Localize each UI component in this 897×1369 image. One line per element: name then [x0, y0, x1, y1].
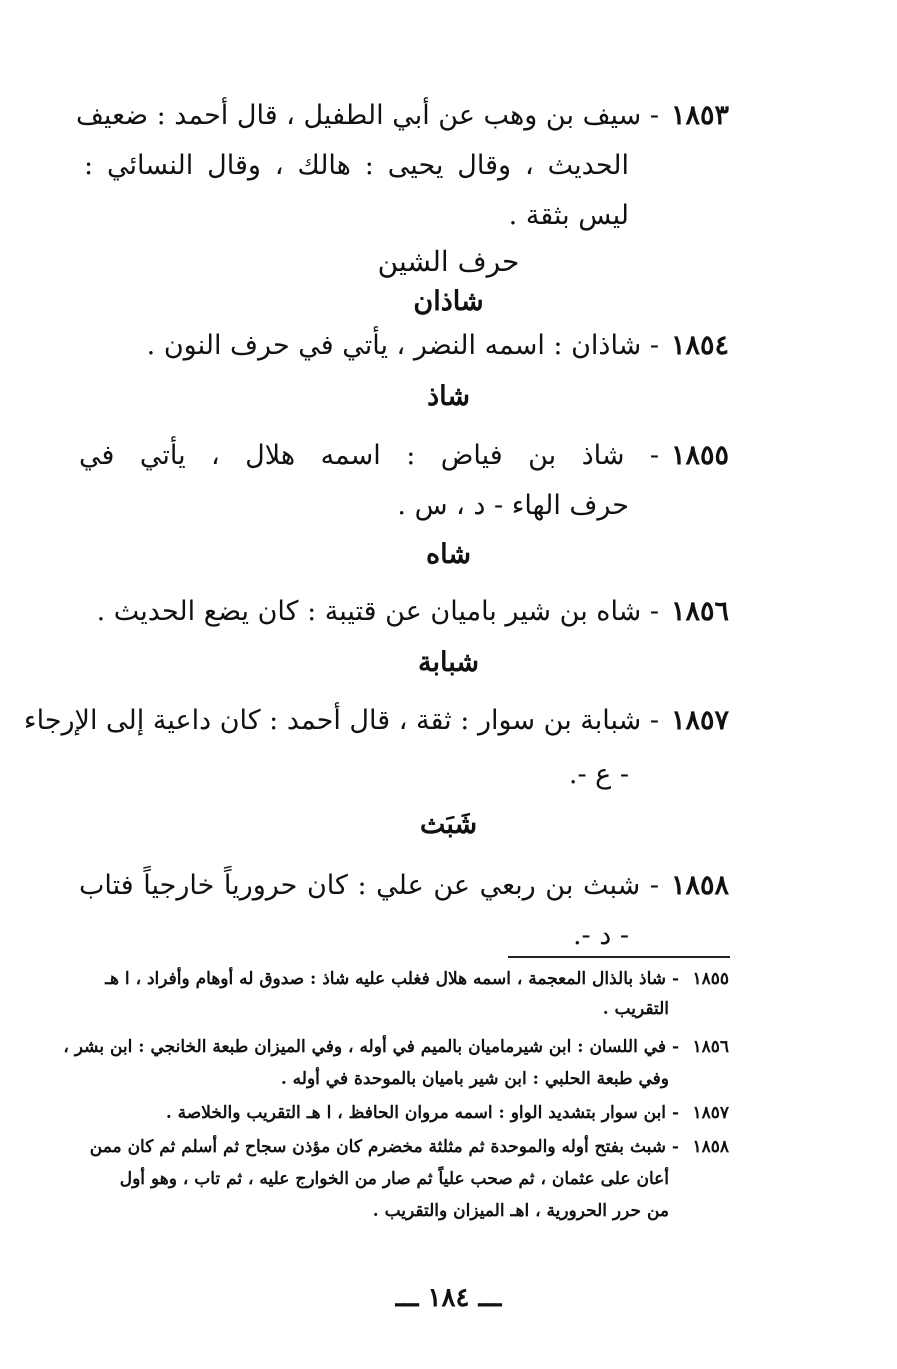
sub-heading: شاه	[426, 539, 471, 570]
section-heading: حرف الشين	[377, 245, 520, 278]
entry-text-line: - شاه بن شير باميان عن قتيبة : كان يضع الحديث .	[96, 596, 659, 627]
footnote-line: - في اللسان : ابن شيرماميان بالميم في أوله ، وفي الميزان طبعة الخانجي : ابن بشر ،	[63, 1037, 679, 1057]
sub-heading: شاذ	[427, 381, 470, 412]
entry-text-line: ليس بثقة .	[508, 200, 629, 231]
entry-text-line: - د -.	[572, 920, 629, 951]
footnote-line: أعان على عثمان ، ثم صحب علياً ثم صار من الخوارج عليه ، ثم تاب ، وهو أول	[119, 1169, 669, 1189]
entry-text-line: - شاذان : اسمه النضر ، يأتي في حرف النون .	[146, 330, 659, 361]
entry-number: ١٨٥٦	[670, 596, 729, 627]
footnote-separator	[508, 956, 730, 958]
entry-text-line: - شبث بن ربعي عن علي : كان حرورياً خارجياً فتاب	[79, 870, 659, 901]
footnote-number: ١٨٥٥	[692, 969, 729, 989]
entry-text-line: - سيف بن وهب عن أبي الطفيل ، قال أحمد : ضعيف	[75, 100, 659, 131]
page-number: ـــ ١٨٤ ـــ	[395, 1283, 502, 1313]
footnote-line: من حرر الحرورية ، اهـ الميزان والتقريب .	[372, 1201, 669, 1221]
entry-number: ١٨٥٣	[670, 100, 729, 131]
footnote-number: ١٨٥٦	[692, 1037, 729, 1057]
entry-number: ١٨٥٧	[670, 705, 729, 736]
footnote-line: - ابن سوار بتشديد الواو : اسمه مروان الحافظ ، ا هـ التقريب والخلاصة .	[165, 1103, 679, 1123]
footnote-line: - شاذ بالذال المعجمة ، اسمه هلال فغلب عليه شاذ : صدوق له أوهام وأفراد ، ا هـ	[105, 969, 679, 989]
sub-heading: شبابة	[418, 647, 479, 678]
entry-text-line: الحديث ، وقال يحيى : هالك ، وقال النسائي :	[84, 150, 629, 181]
sub-heading: شَبَث	[419, 809, 478, 840]
entry-text-line: - شبابة بن سوار : ثقة ، قال أحمد : كان داعية إلى الإرجاء	[23, 705, 659, 736]
entry-text-line: - شاذ بن فياض : اسمه هلال ، يأتي في	[79, 440, 659, 471]
entry-number: ١٨٥٤	[670, 330, 729, 361]
entry-text-line: حرف الهاء - د ، س .	[397, 490, 629, 521]
sub-heading: شاذان	[413, 286, 484, 317]
footnote-line: - شبث بفتح أوله والموحدة ثم مثلثة مخضرم كان مؤذن سجاح ثم أسلم ثم كان ممن	[89, 1137, 679, 1157]
footnote-line: وفي طبعة الحلبي : ابن شير باميان بالموحدة في أوله .	[280, 1069, 669, 1089]
footnote-number: ١٨٥٨	[692, 1137, 729, 1157]
footnote-line: التقريب .	[602, 999, 669, 1019]
footnote-number: ١٨٥٧	[692, 1103, 729, 1123]
entry-text-line: - ع -.	[568, 759, 629, 790]
entry-number: ١٨٥٨	[670, 870, 729, 901]
entry-number: ١٨٥٥	[670, 440, 729, 471]
